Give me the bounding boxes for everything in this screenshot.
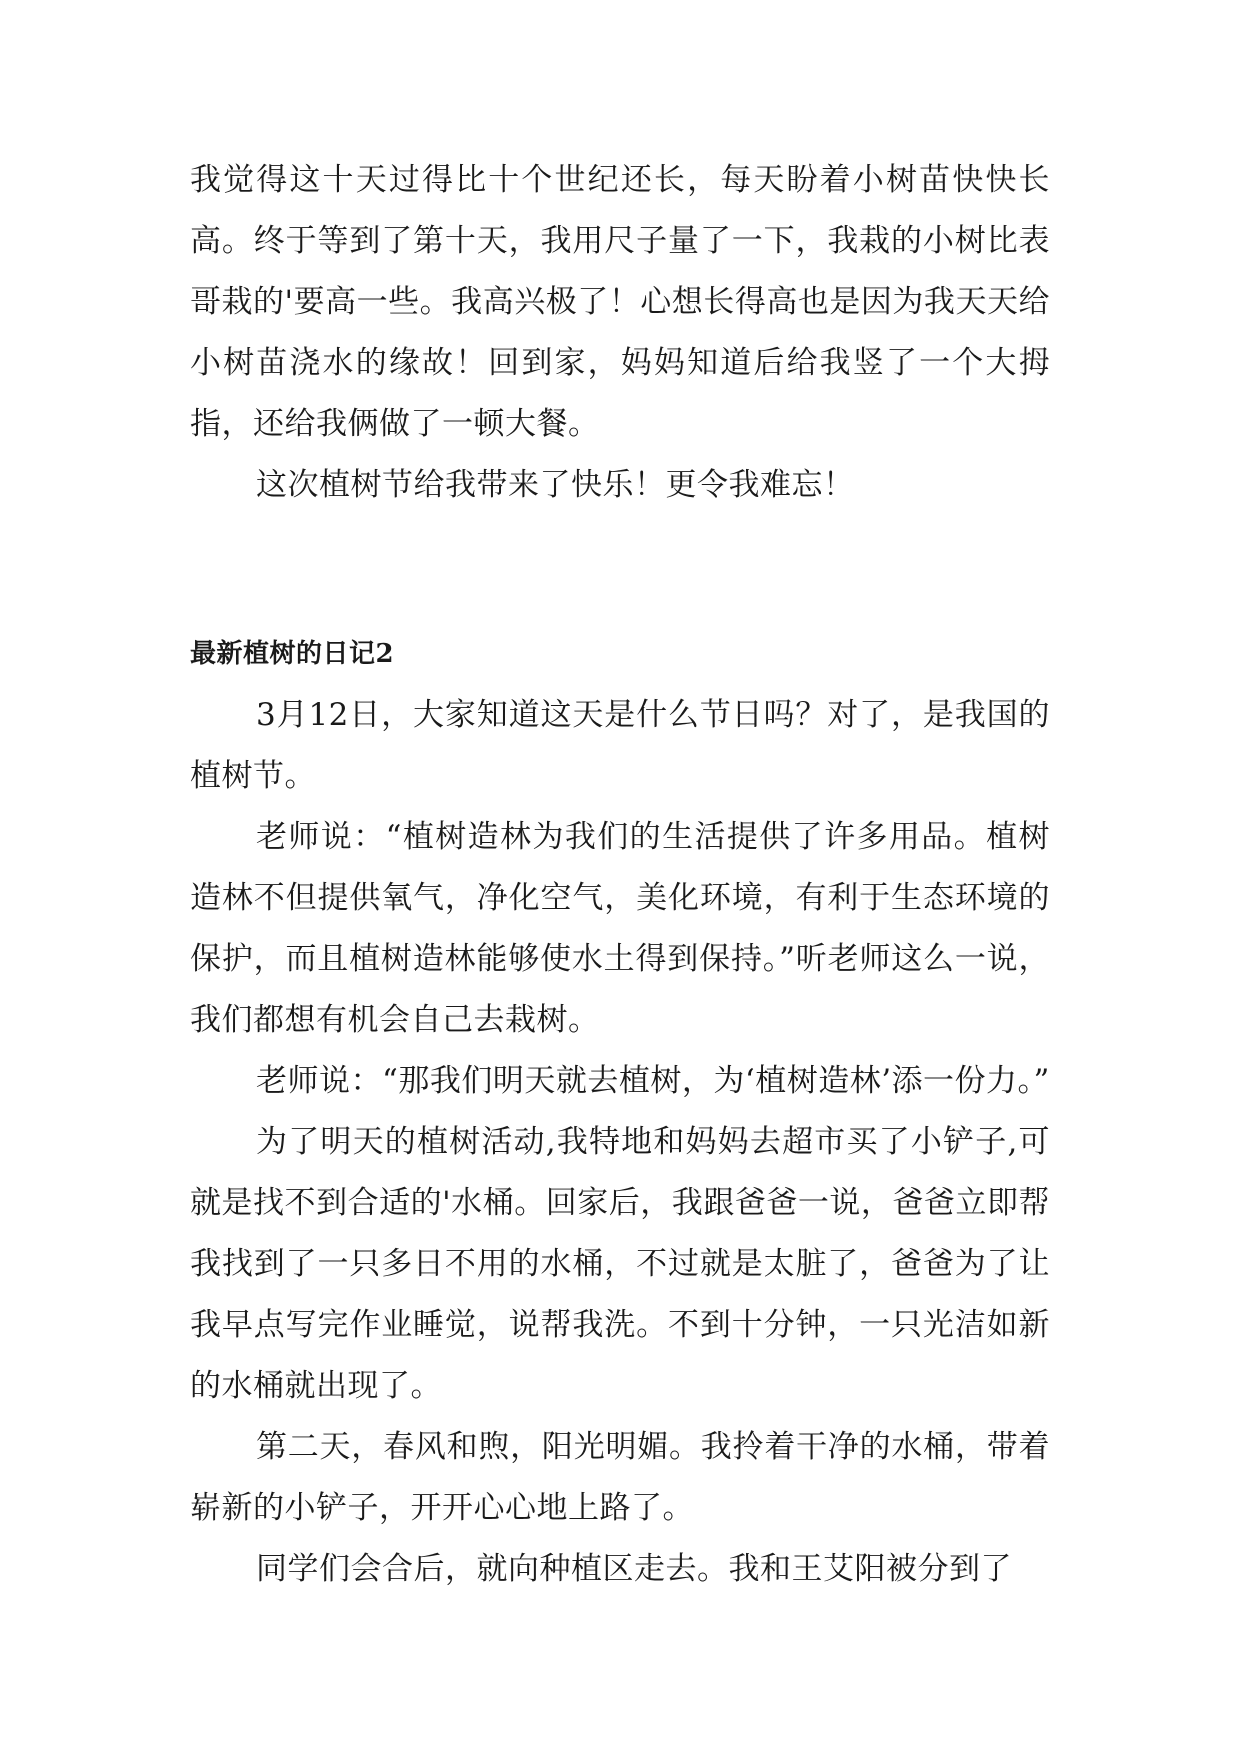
paragraph: 这次植树节给我带来了快乐！更令我难忘！ [256, 467, 855, 503]
paragraph: 3月12日，大家知道这天是什么节日吗？对了，是我国的植树节。 [190, 697, 1050, 794]
document-page [190, 150, 1050, 1600]
paragraph: 同学们会合后，就向种植区走去。我和王艾阳被分到了 [256, 1551, 1012, 1587]
paragraph: 我觉得这十天过得比十个世纪还长，每天盼着小树苗快快长高。终于等到了第十天，我用尺子量了一下，我栽的小树比表哥栽的'要高一些。我高兴极了！心想长得高也是因为我天天给小树苗浇水的缘故！回到家，妈妈知道后给我竖了一个大拇指，还给我俩做了一顿大餐。 [190, 162, 1050, 442]
paragraph: 老师说：“那我们明天就去植树，为‘植树造林’添一份力。” [256, 1063, 1050, 1099]
paragraph: 老师说：“植树造林为我们的生活提供了许多用品。植树造林不但提供氧气，净化空气，美化环境，有利于生态环境的保护，而且植树造林能够使水土得到保持。”听老师这么一说，我们都想有机会自己去栽树。 [190, 819, 1050, 1038]
paragraph: 第二天，春风和煦，阳光明媚。我拎着干净的水桶，带着崭新的小铲子，开开心心地上路了。 [190, 1429, 1050, 1526]
paragraph: 为了明天的植树活动,我特地和妈妈去超市买了小铲子,可就是找不到合适的'水桶。回家后，我跟爸爸一说，爸爸立即帮我找到了一只多日不用的水桶，不过就是太脏了，爸爸为了让我早点写完作业睡觉，说帮我洗。不到十分钟，一只光洁如新的水桶就出现了。 [190, 1124, 1050, 1404]
diary-title: 最新植树的日记2 [190, 639, 395, 669]
